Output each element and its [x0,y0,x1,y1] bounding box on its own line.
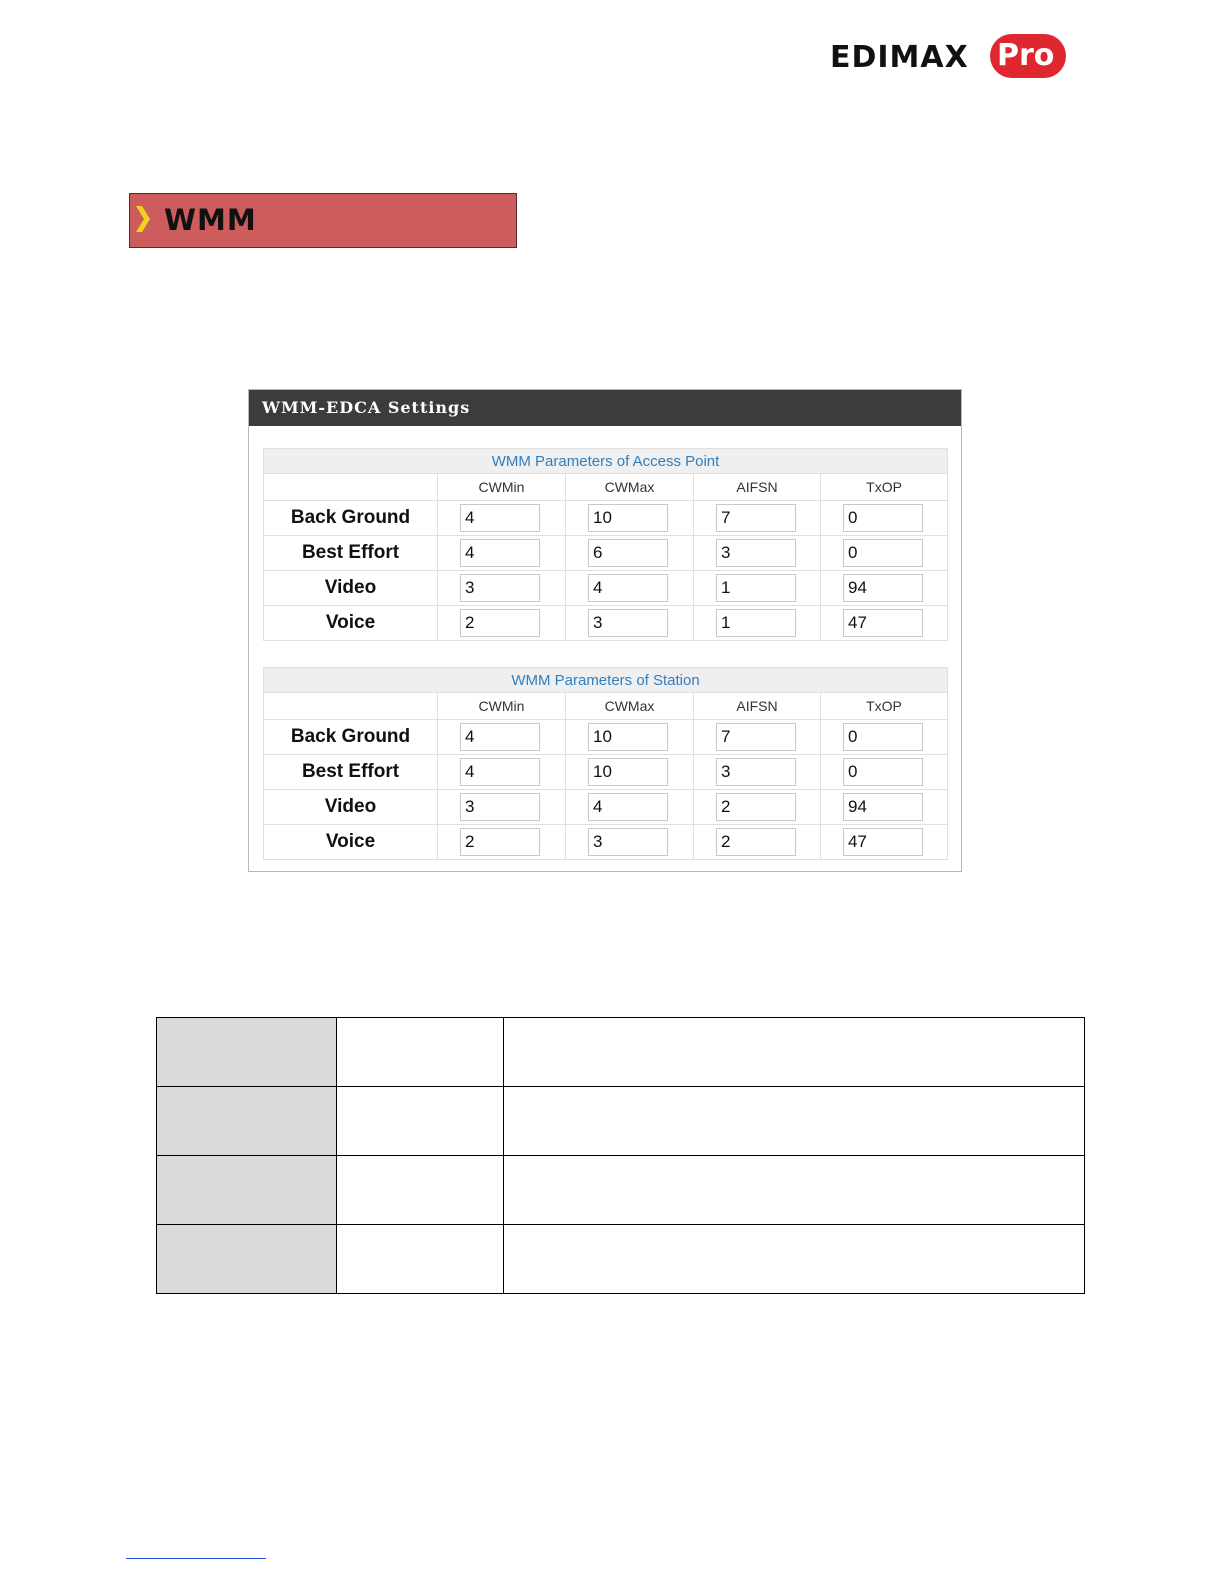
panel-title: WMM-EDCA Settings [249,390,961,426]
ap-besteffort-txop-input[interactable] [843,539,923,567]
ap-video-cwmax-input[interactable] [588,574,668,602]
description-cell [157,1225,337,1294]
ap-voice-cwmax-input[interactable] [588,609,668,637]
row-label: Back Ground [264,501,438,536]
chevron-right-icon [136,206,150,232]
ap-background-aifsn-input[interactable] [716,504,796,532]
sta-video-txop-input[interactable] [843,793,923,821]
description-cell [337,1018,504,1087]
sta-voice-aifsn-input[interactable] [716,828,796,856]
column-header-txop: TxOP [821,693,948,720]
description-cell [337,1156,504,1225]
row-label: Video [264,571,438,606]
sta-video-aifsn-input[interactable] [716,793,796,821]
sta-besteffort-cwmax-input[interactable] [588,758,668,786]
description-cell [504,1156,1085,1225]
table-row [264,501,948,536]
sta-video-cwmin-input[interactable] [460,793,540,821]
ap-voice-cwmin-input[interactable] [460,609,540,637]
ap-voice-aifsn-input[interactable] [716,609,796,637]
description-cell [504,1225,1085,1294]
table-row [157,1225,1085,1294]
header-blank [264,474,438,501]
table-row [264,790,948,825]
description-cell [157,1087,337,1156]
section-banner [129,193,517,248]
column-header-cwmin: CWMin [438,474,566,501]
column-header-cwmin: CWMin [438,693,566,720]
sta-background-aifsn-input[interactable] [716,723,796,751]
table-row [264,606,948,641]
ap-background-cwmax-input[interactable] [588,504,668,532]
table-row [264,825,948,860]
ap-background-cwmin-input[interactable] [460,504,540,532]
header-blank [264,693,438,720]
table-row [264,571,948,606]
ap-voice-txop-input[interactable] [843,609,923,637]
description-cell [337,1087,504,1156]
description-cell [337,1225,504,1294]
column-header-cwmax: CWMax [566,474,694,501]
column-header-txop: TxOP [821,474,948,501]
section-title: WMM [164,203,257,237]
table-row [264,755,948,790]
sta-voice-cwmax-input[interactable] [588,828,668,856]
description-table [156,1017,1085,1294]
sta-video-cwmax-input[interactable] [588,793,668,821]
sta-besteffort-aifsn-input[interactable] [716,758,796,786]
sta-voice-cwmin-input[interactable] [460,828,540,856]
column-header-aifsn: AIFSN [694,693,821,720]
row-label: Best Effort [264,536,438,571]
sta-besteffort-txop-input[interactable] [843,758,923,786]
wmm-edca-settings-panel [248,389,962,872]
station-params-table [263,667,948,860]
table-row [157,1156,1085,1225]
ap-besteffort-cwmin-input[interactable] [460,539,540,567]
ap-video-cwmin-input[interactable] [460,574,540,602]
sta-besteffort-cwmin-input[interactable] [460,758,540,786]
column-header-cwmax: CWMax [566,693,694,720]
row-label: Back Ground [264,720,438,755]
description-cell [157,1156,337,1225]
ap-besteffort-cwmax-input[interactable] [588,539,668,567]
table-row [157,1018,1085,1087]
access-point-params-table [263,448,948,641]
station-caption: WMM Parameters of Station [264,668,948,693]
description-cell [504,1087,1085,1156]
access-point-caption: WMM Parameters of Access Point [264,449,948,474]
sta-voice-txop-input[interactable] [843,828,923,856]
logo-word: EDIMAX [830,40,969,75]
ap-background-txop-input[interactable] [843,504,923,532]
sta-background-cwmax-input[interactable] [588,723,668,751]
description-cell [157,1018,337,1087]
sta-background-cwmin-input[interactable] [460,723,540,751]
ap-video-txop-input[interactable] [843,574,923,602]
footer-link-underline [126,1558,266,1559]
sta-background-txop-input[interactable] [843,723,923,751]
row-label: Voice [264,606,438,641]
table-row [264,536,948,571]
ap-besteffort-aifsn-input[interactable] [716,539,796,567]
logo-badge-text: Pro [997,38,1055,73]
table-row [157,1087,1085,1156]
description-cell [504,1018,1085,1087]
row-label: Voice [264,825,438,860]
ap-video-aifsn-input[interactable] [716,574,796,602]
edimax-pro-logo [830,34,1070,82]
column-header-aifsn: AIFSN [694,474,821,501]
table-row [264,720,948,755]
row-label: Best Effort [264,755,438,790]
row-label: Video [264,790,438,825]
